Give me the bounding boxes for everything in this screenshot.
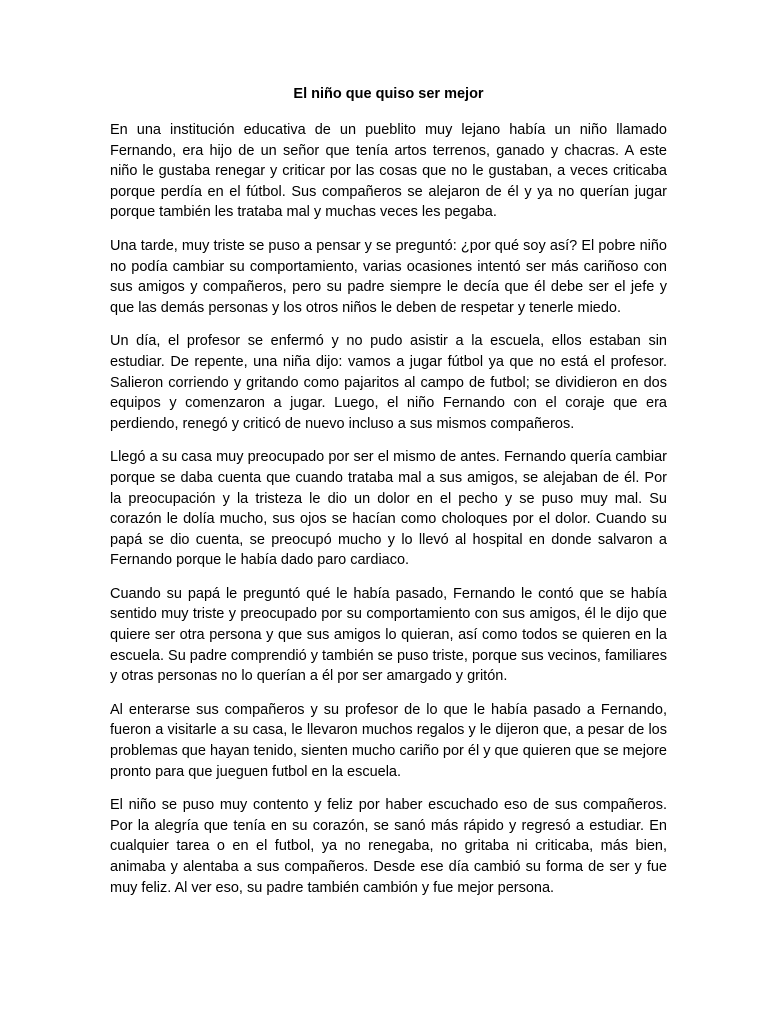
paragraph-5: Cuando su papá le preguntó qué le había pasado, Fernando le contó que se había sentido muy triste y preocupado por su comportamiento con sus amigos, él le dijo que quiere ser otra persona y que sus amigos lo quieran, así como todos se quieren en la escuela. Su padre comprendió y también se puso triste, porque sus vecinos, familiares y otras personas no lo querían a él por ser amargado y gritón.: [110, 585, 667, 685]
paragraph-1: En una institución educativa de un pueblito muy lejano había un niño llamado Fernando, era hijo de un señor que tenía artos terrenos, ganado y chacras. A este niño le gustaba renegar y criticar por las cosas que no le gustaban, a veces criticaba porque perdía en el fútbol. Sus compañeros se alejaron de él y ya no querían jugar porque también les trataba mal y muchas veces les pegaba.: [110, 122, 667, 221]
document-body: [110, 84, 667, 911]
paragraph-2: Una tarde, muy triste se puso a pensar y se preguntó: ¿por qué soy así? El pobre niño no podía cambiar su comportamiento, varias ocasiones intentó ser más cariñoso con sus amigos y compañeros, pero su padre siempre le decía que él debe ser el jefe y que las demás personas y los otros niños le deben de respetar y tenerle miedo.: [110, 237, 667, 316]
document-title: El niño que quiso ser mejor: [293, 86, 484, 102]
paragraph-3: Un día, el profesor se enfermó y no pudo asistir a la escuela, ellos estaban sin estudiar. De repente, una niña dijo: vamos a jugar fútbol ya que no está el profesor. Salieron corriendo y gritando como pajaritos al campo de futbol; se dividieron en dos equipos y comenzaron a jugar. Luego, el niño Fernando con el coraje que era perdiendo, renegó y criticó de nuevo incluso a sus mismos compañeros.: [110, 333, 667, 432]
paragraph-4: Llegó a su casa muy preocupado por ser el mismo de antes. Fernando quería cambiar porque se daba cuenta que cuando trataba mal a sus amigos, se alejaban de él. Por la preocupación y la tristeza le dio un dolor en el pecho y se puso muy mal. Su corazón le dolía mucho, sus ojos se hacían como choloques por el dolor. Cuando su papá se dio cuenta, se preocupó mucho y lo llevó al hospital en donde salvaron a Fernando porque le había dado paro cardiaco.: [110, 449, 667, 569]
paragraph-6: Al enterarse sus compañeros y su profesor de lo que le había pasado a Fernando, fueron a visitarle a su casa, le llevaron muchos regalos y le dijeron que, a pesar de los problemas que hayan tenido, sienten mucho cariño por él y que quieren que se mejore pronto para que jueguen futbol en la escuela.: [110, 701, 667, 780]
paragraph-7: El niño se puso muy contento y feliz por haber escuchado eso de sus compañeros. Por la alegría que tenía en su corazón, se sanó más rápido y regresó a estudiar. En cualquier tarea o en el futbol, ya no renegaba, no gritaba ni criticaba, más bien, animaba y alentaba a sus compañeros. Desde ese día cambió su forma de ser y fue muy feliz. Al ver eso, su padre también cambión y fue mejor persona.: [110, 797, 667, 896]
